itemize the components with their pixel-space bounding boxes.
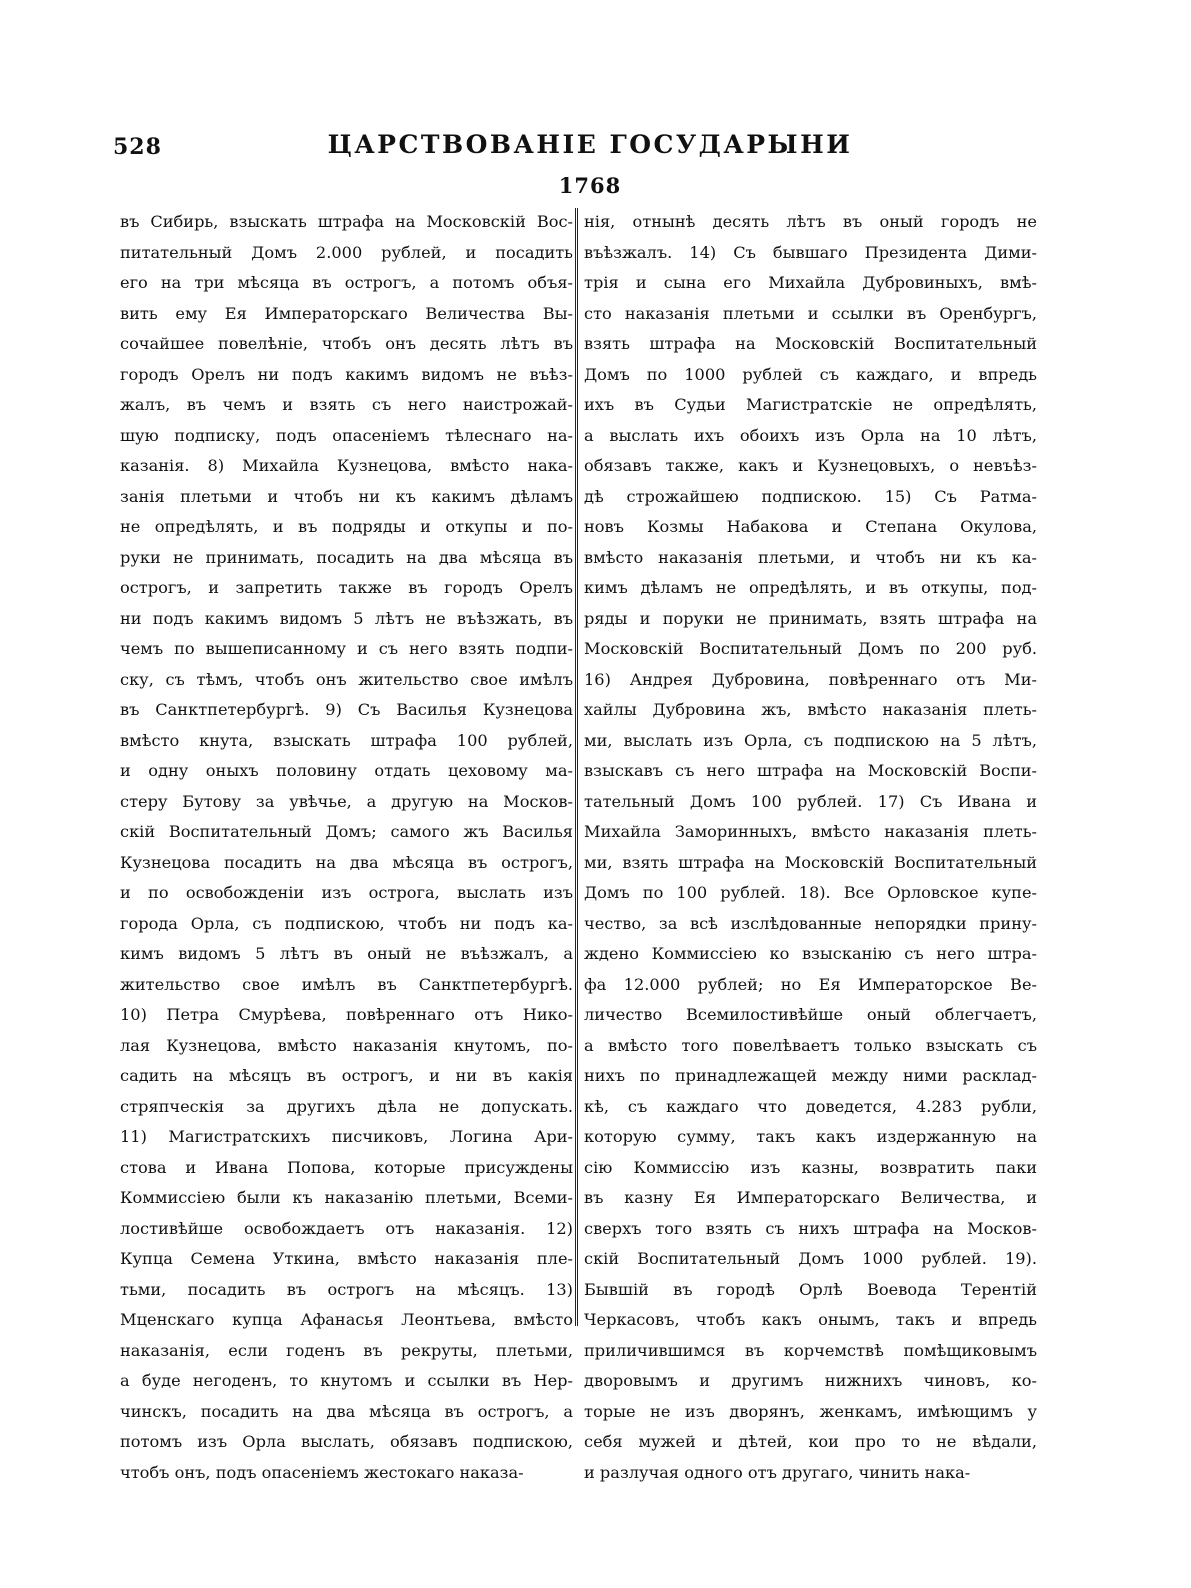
text-line: торые не изъ дворянъ, женкамъ, имѣющимъ у — [584, 1401, 1037, 1421]
text-line: дѣ строжайшею подпискою. 15) Съ Ратма- — [584, 486, 1037, 506]
text-line: чтобъ онъ, подъ опасеніемъ жестокаго наказа- — [120, 1462, 524, 1482]
year-heading: 1768 — [558, 173, 622, 198]
text-line: а буде негоденъ, то кнутомъ и ссылки въ Нер- — [120, 1371, 573, 1390]
page-number: 528 — [113, 134, 162, 160]
text-line: ряды и поруки не принимать, взять штрафа на — [584, 608, 1037, 628]
text-line: стеру Бутову за увѣчье, а другую на Москов- — [120, 791, 573, 811]
text-line: чемъ по вышеписанному и съ него взять подпи- — [120, 639, 573, 658]
text-line: чество, за всѣ изслѣдованные непорядки прину- — [584, 913, 1037, 933]
text-line: Черкасовъ, чтобъ какъ онымъ, такъ и впредь — [584, 1310, 1037, 1329]
text-line: и по освобожденіи изъ острога, выслать изъ — [120, 883, 573, 902]
text-line: фа 12.000 рублей; но Ея Императорское Ве- — [584, 974, 1037, 994]
text-line: въ Санктпетербургѣ. 9) Съ Василья Кузнецова — [120, 700, 573, 719]
left-column — [120, 207, 573, 1488]
right-column — [584, 207, 1037, 1488]
text-line: ихъ въ Судьи Магистратскіе не опредѣлять, — [584, 395, 1037, 414]
text-line: взять штрафа на Московскій Воспитательный — [584, 334, 1037, 353]
text-line: ни подъ какимъ видомъ 5 лѣтъ не въѣзжать, въ — [120, 608, 573, 628]
text-line: въ казну Ея Императорскаго Величества, и — [584, 1188, 1037, 1207]
text-line: и одну оныхъ половину отдать цеховому ма- — [120, 761, 573, 780]
text-line: Коммиссіею были къ наказанію плетьми, Всеми- — [120, 1188, 573, 1207]
text-line: 16) Андрея Дубровина, повѣреннаго отъ Ми- — [584, 669, 1037, 689]
text-line: хайлы Дубровина жъ, вмѣсто наказанія плеть- — [584, 700, 1037, 719]
text-line: новъ Козмы Набакова и Степана Окулова, — [584, 517, 1037, 536]
text-line: кимъ дѣламъ не опредѣлять, и въ откупы, под- — [584, 578, 1037, 597]
text-line: жалъ, въ чемъ и взять съ него наистрожай- — [120, 395, 573, 414]
text-line: Кузнецова посадить на два мѣсяца въ острогъ, — [120, 852, 573, 872]
text-line: стова и Ивана Попова, которые присуждены — [120, 1157, 573, 1177]
text-line: а выслать ихъ обоихъ изъ Орла на 10 лѣтъ, — [584, 425, 1037, 445]
text-line: ми, выслать изъ Орла, съ подпискою на 5 лѣтъ, — [584, 730, 1037, 750]
text-line: вмѣсто наказанія плетьми, и чтобъ ни къ ка- — [584, 547, 1037, 567]
text-line: 11) Магистратскихъ писчиковъ, Логина Ари- — [120, 1127, 573, 1146]
text-line: кѣ, съ каждаго что доведется, 4.283 рубли, — [584, 1096, 1037, 1116]
running-head: ЦАРСТВОВАНІЕ ГОСУДАРЫНИ — [327, 130, 853, 159]
text-line: обязавъ также, какъ и Кузнецовыхъ, о невъѣз- — [584, 456, 1037, 475]
text-line: тательный Домъ 100 рублей. 17) Съ Ивана и — [584, 791, 1037, 811]
text-line: Домъ по 100 рублей. 18). Все Орловское купе- — [584, 883, 1037, 902]
column-divider — [575, 208, 578, 1326]
text-line: взыскавъ съ него штрафа на Московскій Воспи- — [584, 761, 1037, 780]
text-line: ску, съ тѣмъ, чтобъ онъ жительство свое имѣлъ — [120, 669, 573, 689]
text-line: въ Сибирь, взыскать штрафа на Московскій Вос- — [120, 212, 573, 231]
text-line: себя мужей и дѣтей, кои про то не вѣдали, — [584, 1432, 1037, 1451]
text-line: скій Воспитательный Домъ 1000 рублей. 19). — [584, 1249, 1037, 1268]
text-line: дворовымъ и другимъ нижнихъ чиновъ, ко- — [584, 1371, 1037, 1390]
text-line: тьми, посадить въ острогъ на мѣсяцъ. 13) — [120, 1279, 573, 1299]
text-line: сверхъ того взять съ нихъ штрафа на Москов- — [584, 1218, 1037, 1238]
text-line: а вмѣсто того повелѣваетъ только взыскать съ — [584, 1035, 1037, 1055]
text-line: казанія. 8) Михайла Кузнецова, вмѣсто нака- — [120, 456, 573, 475]
text-line: которую сумму, такъ какъ издержанную на — [584, 1127, 1037, 1146]
text-line: ми, взять штрафа на Московскій Воспитательный — [584, 852, 1037, 872]
text-line: лостивѣйше освобождаетъ отъ наказанія. 12) — [120, 1218, 573, 1238]
text-line: скій Воспитательный Домъ; самого жъ Василья — [120, 822, 573, 841]
text-line: города Орла, съ подпискою, чтобъ ни подъ ка- — [120, 913, 573, 933]
text-line: нія, отнынѣ десять лѣтъ въ оный городъ не — [584, 212, 1037, 231]
text-line: ждено Коммиссіею ко взысканію съ него штра- — [584, 944, 1037, 963]
text-line: Бывшій въ городѣ Орлѣ Воевода Терентій — [584, 1279, 1037, 1299]
text-line: Михайла Заморинныхъ, вмѣсто наказанія плеть- — [584, 822, 1037, 841]
text-line: и разлучая одного отъ другаго, чинить нака- — [584, 1462, 971, 1482]
text-line: его на три мѣсяца въ острогъ, а потомъ объя- — [120, 273, 573, 292]
text-line: кимъ видомъ 5 лѣтъ въ оный не въѣзжалъ, а — [120, 944, 573, 963]
text-line: сочайшее повелѣніе, чтобъ онъ десять лѣтъ въ — [120, 334, 573, 353]
text-line: трія и сына его Михайла Дубровиныхъ, вмѣ- — [584, 273, 1037, 292]
text-line: шую подписку, подъ опасеніемъ тѣлеснаго на- — [120, 425, 573, 445]
text-line: 10) Петра Смурѣева, повѣреннаго отъ Нико- — [120, 1005, 573, 1024]
text-line: Домъ по 1000 рублей съ каждаго, и впредь — [584, 364, 1037, 384]
text-line: приличившимся въ корчемствѣ помѣщиковымъ — [584, 1340, 1037, 1360]
text-line: городъ Орелъ ни подъ какимъ видомъ не въѣз- — [120, 364, 573, 384]
text-line: стряпческія за другихъ дѣла не допускать. — [120, 1096, 573, 1116]
text-line: вить ему Ея Императорскаго Величества Вы- — [120, 303, 573, 323]
text-line: жительство свое имѣлъ въ Санктпетербургѣ. — [120, 974, 573, 994]
text-line: нихъ по принадлежащей между ними расклад- — [584, 1066, 1037, 1085]
text-line: не опредѣлять, и въ подряды и откупы и по- — [120, 517, 573, 536]
text-line: садить на мѣсяцъ въ острогъ, и ни въ какія — [120, 1066, 573, 1085]
text-line: Мценскаго купца Афанасья Леонтьева, вмѣсто — [120, 1310, 573, 1329]
text-line: личество Всемилостивѣйше оный облегчаетъ, — [584, 1005, 1037, 1024]
text-line: питательный Домъ 2.000 рублей, и посадить — [120, 242, 573, 262]
text-line: Купца Семена Уткина, вмѣсто наказанія пле- — [120, 1249, 573, 1268]
text-line: вмѣсто кнута, взыскать штрафа 100 рублей, — [120, 730, 573, 750]
text-line: сію Коммиссію изъ казны, возвратить паки — [584, 1157, 1037, 1177]
text-line: лая Кузнецова, вмѣсто наказанія кнутомъ, по- — [120, 1035, 573, 1055]
text-line: наказанія, если годенъ въ рекруты, плетьми, — [120, 1340, 573, 1360]
text-line: потомъ изъ Орла выслать, обязавъ подпискою, — [120, 1432, 573, 1451]
text-line: занія плетьми и чтобъ ни къ какимъ дѣламъ — [120, 486, 573, 506]
text-line: сто наказанія плетьми и ссылки въ Оренбургъ, — [584, 303, 1037, 323]
text-line: Московскій Воспитательный Домъ по 200 руб. — [584, 639, 1037, 658]
text-line: въѣзжалъ. 14) Съ бывшаго Президента Дими- — [584, 242, 1037, 262]
text-line: острогъ, и запретить также въ городъ Орелъ — [120, 578, 573, 597]
text-line: руки не принимать, посадить на два мѣсяца въ — [120, 547, 573, 567]
text-line: чинскъ, посадить на два мѣсяца въ острогъ, а — [120, 1401, 573, 1421]
